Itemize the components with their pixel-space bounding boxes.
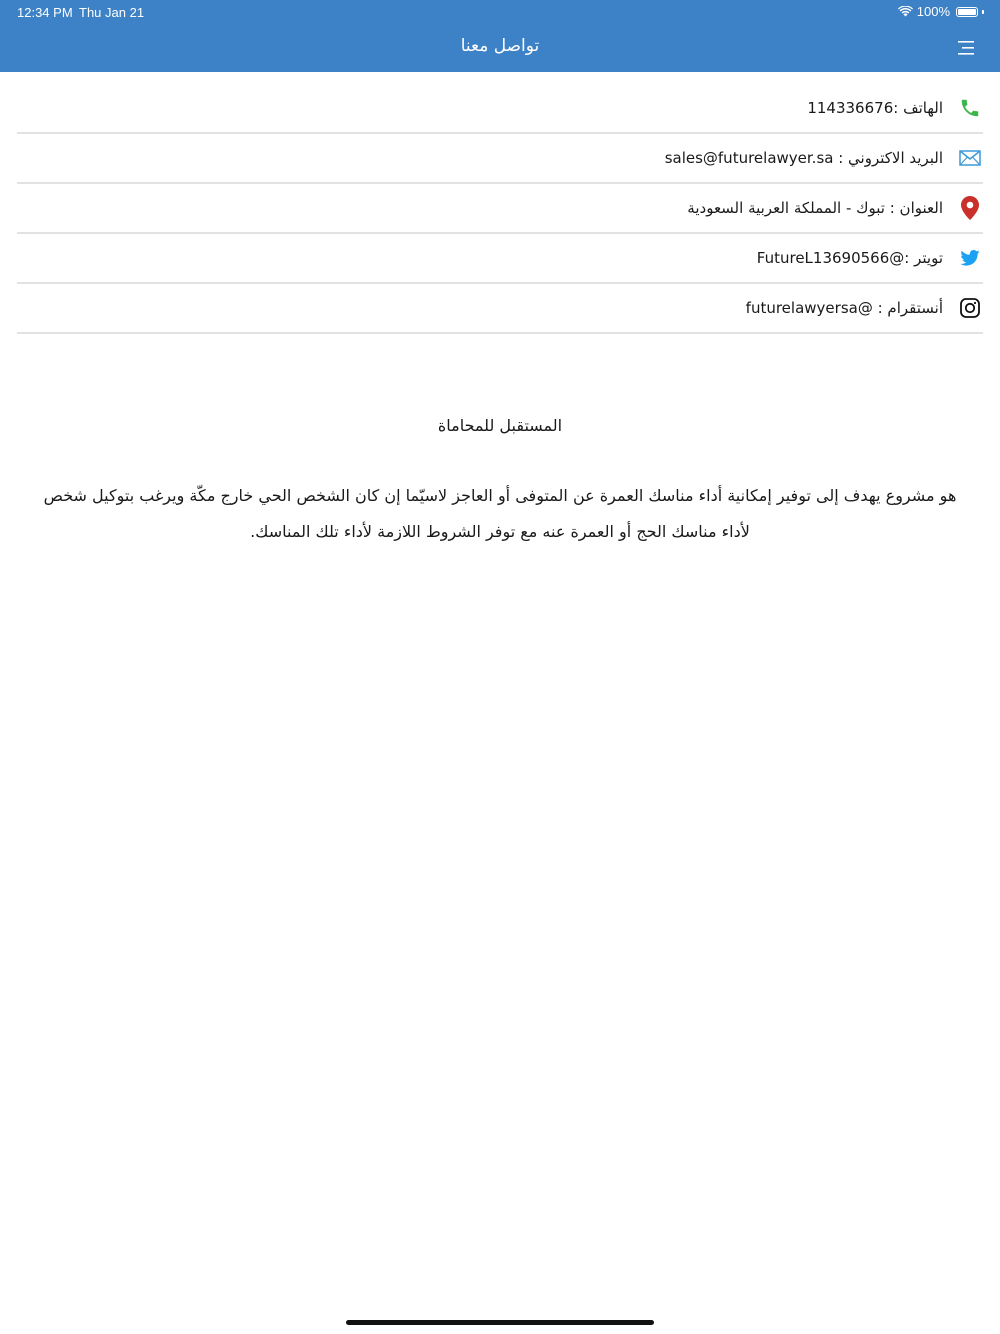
menu-button[interactable] [956, 40, 976, 56]
phone-text[interactable]: الهاتف :114336676 [807, 99, 943, 117]
battery-icon [956, 7, 978, 17]
instagram-text[interactable]: أنستقرام : @futurelawyersa [745, 299, 943, 317]
battery-cap [982, 10, 984, 14]
menu-icon [956, 40, 976, 56]
mail-icon [959, 147, 981, 169]
about-title: المستقبل للمحاماة [437, 416, 563, 435]
status-date: Thu Jan 21 [79, 5, 145, 20]
wifi-icon [898, 6, 913, 17]
contact-row-twitter[interactable] [17, 234, 983, 284]
instagram-icon [959, 297, 981, 319]
status-bar [0, 0, 1000, 24]
contact-row-address[interactable] [17, 184, 983, 234]
contact-row-phone[interactable] [17, 84, 983, 134]
status-indicators [898, 4, 984, 19]
email-text[interactable]: البريد الاكتروني : sales@futurelawyer.sa [664, 149, 943, 167]
contact-list [17, 84, 983, 334]
status-time: 12:34 PM [17, 5, 73, 20]
twitter-icon [959, 247, 981, 269]
contact-row-email[interactable] [17, 134, 983, 184]
contact-row-instagram[interactable] [17, 284, 983, 334]
twitter-text[interactable]: تويتر :@FutureL13690566 [756, 249, 943, 267]
address-text[interactable]: العنوان : تبوك - المملكة العربية السعودية [687, 199, 943, 217]
location-icon [959, 197, 981, 219]
phone-icon [959, 97, 981, 119]
battery-percentage: 100% [916, 4, 950, 19]
about-description: هو مشروع يهدف إلى توفير إمكانية أداء مناسك العمرة عن المتوفى أو العاجز لاسيّما إن كان الشخص الحي خارج مكّة ويرغب بتوكيل شخص لأداء مناسك الحج أو العمرة عنه مع توفر الشروط اللازمة لأداء تلك المناسك. [43, 486, 957, 541]
home-indicator[interactable] [346, 1320, 654, 1325]
battery-fill [958, 9, 976, 15]
navigation-header [0, 0, 1000, 72]
page-title: تواصل معنا [460, 36, 540, 56]
